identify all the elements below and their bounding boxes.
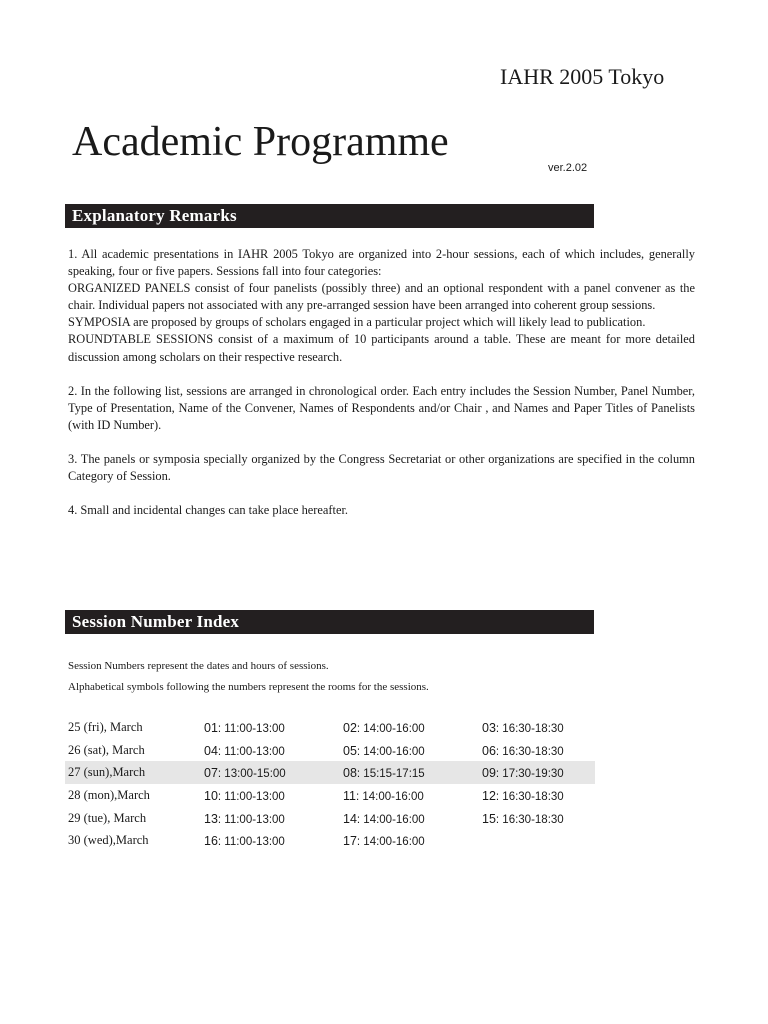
session-index-row [65, 807, 595, 830]
index-note-1: Session Numbers represent the dates and hours of sessions. [68, 660, 329, 672]
session-slot [204, 717, 285, 741]
session-time: : 14:00-16:00 [355, 791, 424, 804]
session-number: 07 [204, 766, 218, 781]
session-slot [204, 740, 285, 764]
session-number: 04 [204, 743, 218, 758]
session-slot [204, 785, 285, 809]
session-time: : 16:30-18:30 [495, 791, 564, 804]
session-number: 10 [204, 789, 218, 804]
session-slot [343, 717, 425, 741]
session-time: : 16:30-18:30 [495, 813, 564, 826]
remark-paragraph-1 [68, 246, 695, 366]
session-slot [343, 762, 425, 786]
session-time: : 11:00-13:00 [217, 836, 285, 849]
session-slot [482, 762, 564, 786]
session-number: 05 [343, 743, 357, 758]
session-time: : 11:00-13:00 [217, 813, 285, 826]
session-slot [343, 740, 425, 764]
remark-1-intro: 1. All academic presentations in IAHR 2005 Tokyo are organized into 2-hour sessions, each of which includes, generally speaking, four or five papers. Sessions fall into four categories: [68, 247, 695, 279]
session-time: : 17:30-19:30 [495, 768, 564, 781]
session-date: 30 (wed),March [68, 833, 149, 848]
explanatory-remarks-body [68, 246, 695, 537]
session-slot [482, 808, 564, 832]
session-number: 12 [482, 789, 496, 804]
session-time: : 14:00-16:00 [356, 813, 425, 826]
session-number: 17 [343, 834, 357, 849]
session-slot [482, 785, 564, 809]
session-number: 13 [204, 811, 218, 826]
session-number: 11 [343, 789, 356, 804]
session-time: : 11:00-13:00 [217, 723, 285, 735]
session-time: : 14:00-16:00 [356, 745, 425, 758]
session-index-row [65, 829, 595, 852]
session-date: 28 (mon),March [68, 788, 150, 803]
session-time: : 15:15-17:15 [356, 768, 425, 781]
session-number: 09 [482, 766, 496, 781]
session-slot [482, 717, 564, 741]
explanatory-remarks-heading: Explanatory Remarks [65, 204, 594, 228]
session-slot [204, 830, 285, 854]
remark-paragraph-4: 4. Small and incidental changes can take place hereafter. [68, 503, 349, 518]
session-time: : 11:00-13:00 [217, 745, 285, 758]
session-number: 16 [204, 834, 218, 849]
version-label: ver.2.02 [548, 162, 588, 174]
remark-1-roundtable: ROUNDTABLE SESSIONS consist of a maximum of 10 participants around a table. These are meant for more detailed discussion among scholars on their respective research. [68, 332, 695, 364]
session-number: 06 [482, 743, 496, 758]
remark-paragraph-3: 3. The panels or symposia specially organized by the Congress Secretariat or other organizations are specified in the column Category of Session. [68, 452, 695, 484]
session-number: 14 [343, 811, 357, 826]
session-time: : 14:00-16:00 [356, 723, 425, 735]
remark-1-organized-panels: ORGANIZED PANELS consist of four panelists (possibly three) and an optional respondent with a panel convener as the chair. Individual papers not associated with any pre-arranged session have been arranged into coherent group sessions. [68, 281, 695, 313]
index-note-2: Alphabetical symbols following the numbers represent the rooms for the sessions. [68, 681, 429, 693]
session-number: 02 [343, 721, 357, 735]
session-time: : 16:30-18:30 [495, 723, 564, 735]
session-time: : 14:00-16:00 [356, 836, 425, 849]
remark-paragraph-2: 2. In the following list, sessions are arranged in chronological order. Each entry includes the Session Number, Panel Number, Type of Presentation, Name of the Convener, Names of Respondents and/or Chair , and Names and Paper Titles of Panelists (with ID Number). [68, 383, 695, 432]
session-time: : 13:00-15:00 [217, 768, 286, 781]
session-slot [204, 808, 285, 832]
session-index-row [65, 739, 595, 762]
session-number-index-heading: Session Number Index [65, 610, 594, 634]
session-slot [482, 740, 564, 764]
session-index-row [65, 784, 595, 807]
session-number: 15 [482, 811, 496, 826]
session-date: 25 (fri), March [68, 720, 143, 734]
session-index-row [65, 716, 595, 739]
session-date: 26 (sat), March [68, 742, 145, 757]
session-time: : 16:30-18:30 [495, 745, 564, 758]
conference-name: IAHR 2005 Tokyo [500, 64, 665, 89]
session-index-row [65, 761, 595, 784]
session-date: 29 (tue), March [68, 810, 147, 825]
session-slot [343, 830, 425, 854]
session-slot [204, 762, 286, 786]
index-notes [68, 656, 429, 698]
session-slot [343, 785, 424, 809]
session-slot [343, 808, 425, 832]
remark-1-symposia: SYMPOSIA are proposed by groups of scholars engaged in a particular project which will likely lead to publication. [68, 315, 646, 330]
session-number: 08 [343, 766, 357, 781]
session-index-table [65, 716, 595, 852]
session-number: 01 [204, 721, 218, 735]
page-title: Academic Programme [72, 119, 449, 165]
session-date: 27 (sun),March [68, 765, 146, 780]
session-number: 03 [482, 721, 496, 735]
session-time: : 11:00-13:00 [217, 791, 285, 804]
